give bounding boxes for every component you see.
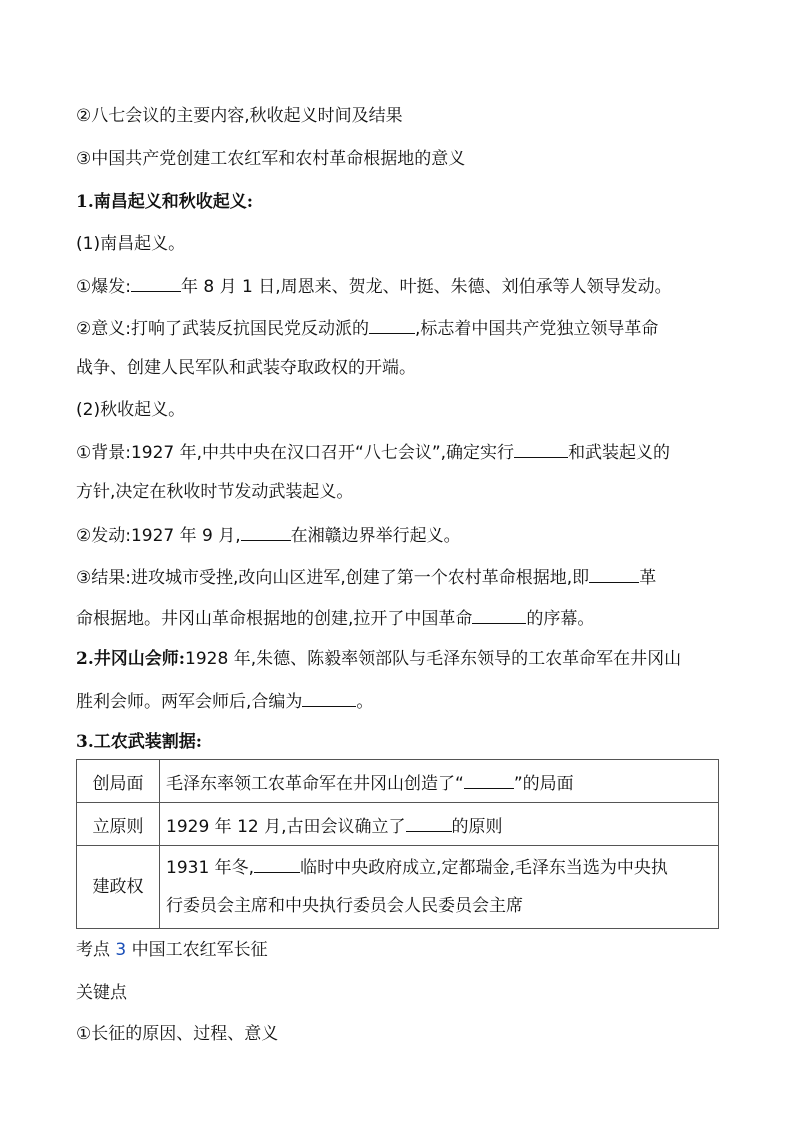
armed-separatism-table [76,759,719,929]
nanchang-outbreak-text: 年 8 月 1 日,周恩来、贺龙、叶挺、朱德、刘伯承等人领导发动。 [180,277,672,297]
autumn-background-label: ①背景:1927 年,中共中央在汉口召开“八七会议”,确定实行 [76,443,515,463]
nanchang-significance-text: ,标志着中国共产党独立领导革命 [414,319,659,339]
nanchang-outbreak [76,273,672,299]
blank-road[interactable] [472,605,526,624]
exam-point-number: 3 [115,940,127,960]
table-row-content [160,760,719,803]
blank-army[interactable] [302,688,356,707]
blank-policy[interactable] [514,439,568,458]
nanchang-outbreak-label: ①爆发: [76,277,131,297]
table-row [77,803,719,846]
blank-principle[interactable] [406,813,452,832]
subheading-nanchang [76,232,185,256]
key-point-2-text: ②八七会议的主要内容,秋收起义时间及结果 [76,106,403,126]
jinggangshan-meeting-cont [76,688,373,714]
autumn-background-cont [76,480,353,504]
table-row [77,760,719,803]
jinggangshan-meeting-text: 1928 年,朱德、陈毅率领部队与毛泽东领导的工农革命军在井冈山 [185,649,682,669]
table-row-content [160,803,719,846]
autumn-result-cont-end: 的序幕。 [526,609,595,629]
exam-point-title: 中国工农红军长征 [126,940,268,960]
heading-3 [76,730,202,754]
autumn-result-label: ③结果:进攻城市受挫,改向山区进军,创建了第一个农村革命根据地,即 [76,568,590,588]
table-row-text-mid: 临时中央政府成立,定都瑞金,毛泽东当选为中央执 [300,858,668,878]
blank-situation[interactable] [464,770,514,789]
autumn-background-cont-text: 方针,决定在秋收时节发动武装起义。 [76,482,354,502]
blank-government[interactable] [254,854,300,873]
table-row [77,846,719,929]
nanchang-significance-cont [76,356,416,380]
subheading-autumn-harvest [76,398,185,422]
autumn-background [76,439,670,465]
key-point-long-march-text: ①长征的原因、过程、意义 [76,1024,279,1044]
autumn-launch-label: ②发动:1927 年 9 月, [76,526,241,546]
key-points-label [76,981,127,1005]
nanchang-significance-label: ②意义:打响了武装反抗国民党反动派的 [76,319,369,339]
table-row-text: 毛泽东率领工农革命军在井冈山创造了“ [166,773,464,794]
subheading-autumn-harvest-text: (2)秋收起义。 [76,400,186,420]
blank-year[interactable] [131,273,181,292]
autumn-result-cont-text: 命根据地。井冈山革命根据地的创建,拉开了中国革命 [76,609,473,629]
blank-base[interactable] [589,564,639,583]
exam-point-3 [76,938,268,962]
key-point-2 [76,104,403,128]
jinggangshan-meeting-cont-text: 胜利会师。两军会师后,合编为 [76,692,303,712]
jinggangshan-meeting-cont-end: 。 [356,692,374,712]
key-point-long-march [76,1022,278,1046]
autumn-background-text: 和武装起义的 [568,443,671,463]
blank-first-shot[interactable] [369,315,415,334]
table-row-head: 建政权 [77,846,160,929]
table-row-text: 1929 年 12 月,古田会议确立了 [166,816,406,837]
table-row-text-end: ”的局面 [513,773,574,794]
heading-3-text: 3.工农武装割据: [76,732,203,752]
nanchang-significance [76,315,658,341]
table-row-text-end: 行委员会主席和中央执行委员会人民委员会主席 [166,896,523,916]
autumn-launch [76,522,461,548]
table-row-text: 1931 年冬, [166,858,255,878]
heading-1-text: 1.南昌起义和秋收起义: [76,192,254,212]
key-point-3 [76,147,465,171]
autumn-launch-text: 在湘赣边界举行起义。 [290,526,461,546]
autumn-result-text: 革 [639,568,657,588]
autumn-result [76,564,656,590]
table-row-text-end: 的原则 [451,816,503,837]
key-points-label-text: 关键点 [76,983,127,1003]
key-point-3-text: ③中国共产党创建工农红军和农村革命根据地的意义 [76,149,466,169]
table-row-head: 创局面 [77,760,160,803]
table-row-content [160,846,719,929]
heading-1 [76,190,253,214]
jinggangshan-meeting [76,647,681,671]
autumn-result-cont [76,605,594,631]
subheading-nanchang-text: (1)南昌起义。 [76,234,186,254]
blank-leader[interactable] [241,522,291,541]
heading-2-text: 2.井冈山会师: [76,649,186,669]
nanchang-significance-cont-text: 战争、创建人民军队和武装夺取政权的开端。 [76,358,416,378]
table-row-head: 立原则 [77,803,160,846]
exam-point-label: 考点 [76,940,116,960]
